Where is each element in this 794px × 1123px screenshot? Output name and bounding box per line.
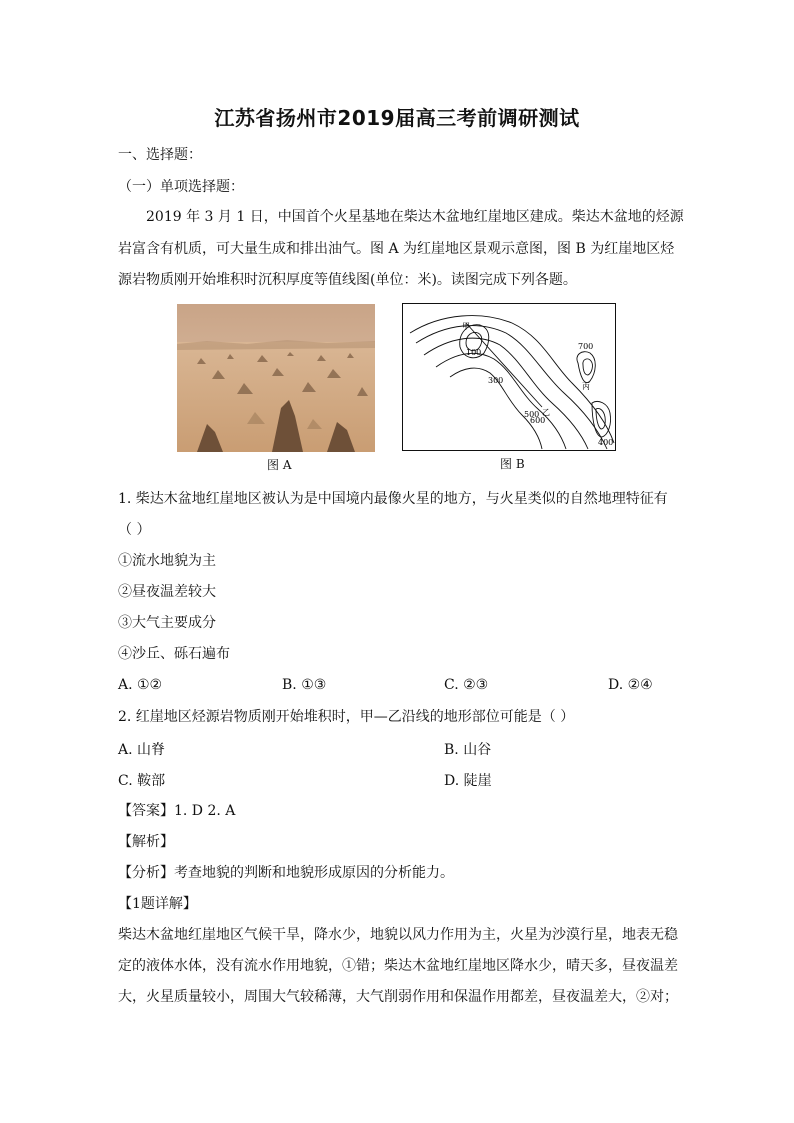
contour-label-300: 300 <box>488 376 504 385</box>
intro-line-1: 2019 年 3 月 1 日，中国首个火星基地在柴达木盆地红崖地区建成。柴达木盆地的烃源 <box>146 209 684 225</box>
detail-line-1: 柴达木盆地红崖地区气候干旱，降水少，地貌以风力作用为主，火星为沙漠行星，地表无稳 <box>118 927 678 943</box>
question-1-option-a[interactable]: A. ①② <box>118 677 163 693</box>
question-2-stem: 2. 红崖地区烃源岩物质刚开始堆积时，甲—乙沿线的地形部位可能是（ ） <box>118 709 575 725</box>
question-1-item-4: ④沙丘、砾石遍布 <box>118 646 230 662</box>
question-2-option-d[interactable]: D. 陡崖 <box>444 773 492 789</box>
question-1-item-1: ①流水地貌为主 <box>118 553 216 569</box>
question-1-option-b[interactable]: B. ①③ <box>282 677 327 693</box>
question-2-option-c[interactable]: C. 鞍部 <box>118 773 166 789</box>
detail-line-3: 大，火星质量较小，周围大气较稀薄，大气削弱作用和保温作用都差，昼夜温差大，②对； <box>118 989 678 1005</box>
answer-line: 【答案】1. D 2. A <box>118 803 236 819</box>
question-1-stem: 1. 柴达木盆地红崖地区被认为是中国境内最像火星的地方，与火星类似的自然地理特征有 <box>118 491 668 507</box>
detail-line-2: 定的液体水体，没有流水作用地貌，①错；柴达木盆地红崖地区降水少，晴天多，昼夜温差 <box>118 958 678 974</box>
detail-heading: 【1题详解】 <box>118 896 197 912</box>
figure-a-caption: 图 A <box>267 458 292 472</box>
subsection-heading: （一）单项选择题： <box>118 179 244 195</box>
intro-line-2: 岩富含有机质，可大量生成和排出油气。图 A 为红崖地区景观示意图，图 B 为红崖地区烃 <box>118 241 675 257</box>
figure-b-caption: 图 B <box>500 457 525 471</box>
analysis-line: 【分析】考查地貌的判断和地貌形成原因的分析能力。 <box>118 865 454 881</box>
question-1-item-2: ②昼夜温差较大 <box>118 584 216 600</box>
section-heading: 一、选择题： <box>118 147 202 163</box>
analysis-heading: 【解析】 <box>118 834 174 850</box>
contour-label-100: 100 <box>466 348 482 357</box>
contour-label-700: 700 <box>578 342 594 351</box>
intro-line-3: 源岩物质刚开始堆积时沉积厚度等值线图(单位：米)。读图完成下列各题。 <box>118 272 577 288</box>
contour-label-400: 400 <box>598 438 614 447</box>
question-2-option-b[interactable]: B. 山谷 <box>444 742 492 758</box>
page-title: 江苏省扬州市2019届高三考前调研测试 <box>214 106 580 130</box>
label-yi: 乙 <box>542 408 550 417</box>
contour-label-500: 500 <box>524 410 540 419</box>
label-bing: 丙 <box>582 382 590 391</box>
question-2-option-a[interactable]: A. 山脊 <box>118 742 166 758</box>
question-1-option-d[interactable]: D. ②④ <box>608 677 653 693</box>
question-1-blank: （ ） <box>118 522 151 538</box>
question-1-option-c[interactable]: C. ②③ <box>444 677 489 693</box>
contour-label-600: 600 <box>530 416 546 425</box>
label-jia: 甲 <box>462 322 470 331</box>
question-1-item-3: ③大气主要成分 <box>118 615 216 631</box>
figure-b-contour-map <box>402 303 616 451</box>
figure-a-landscape-photo <box>177 304 375 452</box>
